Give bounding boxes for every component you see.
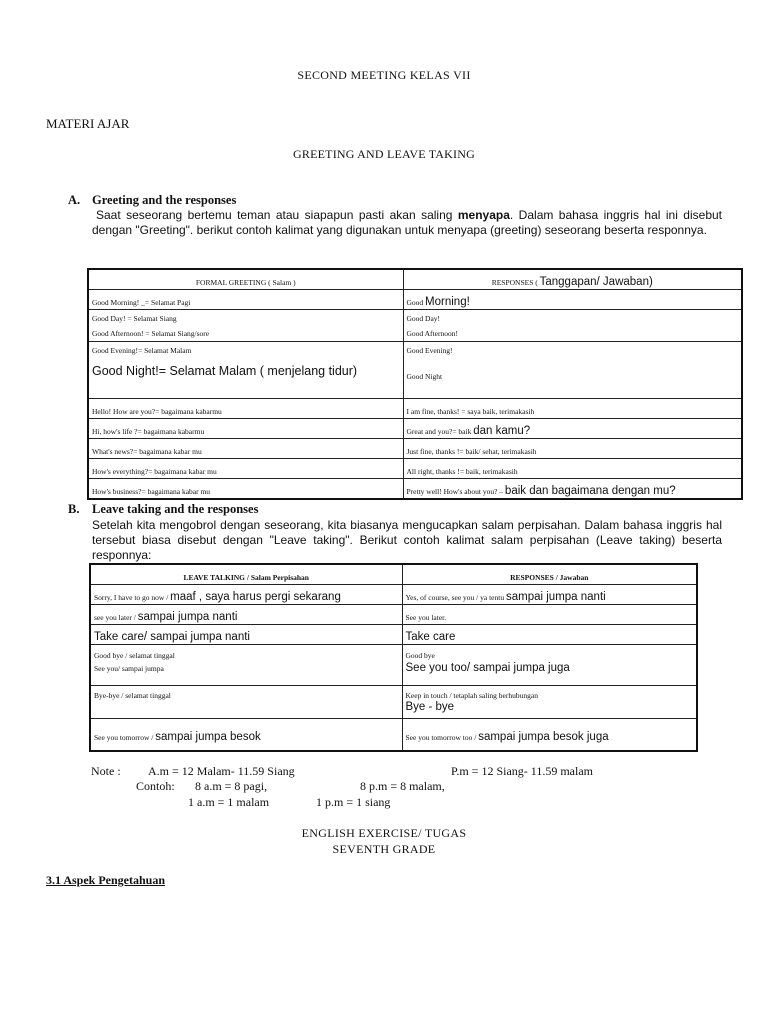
table-row <box>88 479 742 500</box>
section-b-title: Leave taking and the responses <box>92 502 259 516</box>
cell-text: How's business?= bagaimana kabar mu <box>92 487 211 496</box>
table-header-cell <box>403 269 742 290</box>
note-example-1: 8 a.m = 8 pagi, <box>195 779 268 793</box>
cell-text: Good Afternoon! <box>406 329 458 338</box>
cell-text: Good Day! <box>406 314 441 323</box>
cell-text: Good Afternoon! = Selamat Siang/sore <box>92 329 210 338</box>
table-cell <box>88 399 403 419</box>
note-example-2: 8 p.m = 8 malam, <box>360 779 445 793</box>
cell-text: Good Evening! <box>406 346 453 355</box>
table-row <box>88 459 742 479</box>
cell-text: Pretty well! How's about you? – <box>406 487 505 496</box>
note-example-4: 1 p.m = 1 siang <box>316 795 391 809</box>
table-row <box>88 439 742 459</box>
document-title: SECOND MEETING KELAS VII <box>297 68 471 82</box>
note-contoh-label: Contoh: <box>136 779 175 793</box>
table-cell <box>90 625 402 645</box>
table-header-row <box>90 564 697 585</box>
table-cell <box>88 479 403 500</box>
cell-text: See you/ sampai jumpa <box>94 664 164 673</box>
section-b-heading <box>68 502 258 517</box>
table-row <box>90 686 697 719</box>
section-a-heading <box>68 193 236 208</box>
cell-text: Good bye <box>405 651 435 660</box>
cell-text: see you later / <box>94 613 138 622</box>
topic-subtitle: GREETING AND LEAVE TAKING <box>293 147 475 161</box>
table-header-row <box>88 269 742 290</box>
table-row <box>90 625 697 645</box>
cell-text: sampai jumpa besok <box>155 730 261 743</box>
leave-taking-table <box>89 563 698 752</box>
header-leave-talking: LEAVE TALKING / Salam Perpisahan <box>183 573 309 582</box>
table-cell <box>403 459 742 479</box>
section-a-letter: A. <box>68 193 81 207</box>
cell-text: See you tomorrow / <box>94 732 156 742</box>
table-cell <box>403 479 742 500</box>
header-responses: RESPONSES ( <box>491 278 540 287</box>
table-cell <box>403 399 742 419</box>
table-row <box>88 290 742 310</box>
table-cell <box>90 605 402 625</box>
note-am: A.m = 12 Malam- 11.59 Siang <box>148 764 295 778</box>
table-row <box>88 419 742 439</box>
table-cell <box>402 645 697 686</box>
cell-text: Sorry, I have to go now / <box>94 593 171 602</box>
cell-text: Bye-bye / selamat tinggal <box>94 691 171 700</box>
section-a-title: Greeting and the responses <box>92 193 237 207</box>
table-cell <box>88 342 403 399</box>
greeting-table <box>87 268 743 500</box>
cell-text: I am fine, thanks! = saya baik, terimakasih <box>406 407 535 416</box>
cell-text: Good Evening!= Selamat Malam <box>92 346 192 355</box>
exercise-grade: SEVENTH GRADE <box>332 842 436 856</box>
cell-text: sampai jumpa besok juga <box>478 730 609 743</box>
table-row <box>90 605 697 625</box>
cell-text: How's everything?= bagaimana kabar mu <box>92 467 217 476</box>
cell-text: Take care/ sampai jumpa nanti <box>94 631 250 643</box>
section-b-letter: B. <box>68 502 80 516</box>
cell-text: sampai jumpa nanti <box>505 591 606 603</box>
table-cell <box>403 419 742 439</box>
cell-text: See you tomorrow too / <box>405 732 479 742</box>
cell-text: See you later. <box>405 613 447 622</box>
table-cell <box>402 605 697 625</box>
header-formal-greeting: FORMAL GREETING ( Salam ) <box>195 278 296 287</box>
table-cell <box>403 290 742 310</box>
cell-text: Good Day! = Selamat Siang <box>92 314 177 323</box>
cell-text: sampai jumpa nanti <box>137 611 238 623</box>
table-cell <box>88 439 403 459</box>
table-cell <box>90 719 402 751</box>
cell-text: Good bye / selamat tinggal <box>94 651 175 660</box>
cell-text: Just fine, thanks != baik/ sehat, terimakasih <box>406 447 537 456</box>
header-responses: RESPONSES / Jawaban <box>510 573 589 582</box>
table-row <box>88 342 742 399</box>
cell-text: maaf , saya harus pergi sekarang <box>170 591 341 603</box>
cell-text: baik dan bagaimana dengan mu? <box>504 485 676 497</box>
table-header-cell <box>402 564 697 585</box>
cell-text: What's news?= bagaimana kabar mu <box>92 447 202 456</box>
section-b-paragraph: Setelah kita mengobrol dengan seseorang, kita biasanya mengucapkan salam perpisahan. Dalam bahasa inggris hal tersebut biasa disebut dengan "Leave taking". Berikut contoh kalimat salam perpisahan (Leave taking) beserta responnya: <box>92 518 722 562</box>
section-a-para-text: Saat seseorang bertemu teman atau siapapun pasti akan saling <box>96 208 458 222</box>
aspek-heading: 3.1 Aspek Pengetahuan <box>46 873 166 887</box>
cell-text: Morning! <box>425 296 470 308</box>
header-responses-big: Tanggapan/ Jawaban) <box>539 276 653 288</box>
section-a-para-bold: menyapa <box>457 208 510 222</box>
materi-ajar-label: MATERI AJAR <box>46 116 130 131</box>
cell-text: Great and you?= baik <box>406 427 474 436</box>
cell-text: Good Night <box>406 372 443 381</box>
cell-text: Good Morning! _= Selamat Pagi <box>92 298 191 307</box>
table-cell <box>88 290 403 310</box>
table-header-cell <box>88 269 403 290</box>
cell-text: Hi, how's life ?= bagaimana kabarmu <box>92 427 205 436</box>
table-row <box>90 719 697 751</box>
table-cell <box>403 310 742 342</box>
table-cell <box>402 686 697 719</box>
table-cell <box>403 342 742 399</box>
cell-text: Hello! How are you?= bagaimana kabarmu <box>92 407 222 416</box>
note-pm: P.m = 12 Siang- 11.59 malam <box>451 764 593 778</box>
cell-text: dan kamu? <box>473 425 531 437</box>
cell-text: All right, thanks != baik, terimakasih <box>406 467 518 476</box>
table-cell <box>402 719 697 751</box>
table-row <box>90 645 697 686</box>
table-cell <box>88 459 403 479</box>
table-cell <box>90 686 402 719</box>
note-label: Note : <box>91 764 121 778</box>
cell-text: Good <box>406 298 426 307</box>
table-cell <box>90 645 402 686</box>
section-a-para-text-2: . Dalam bahasa inggris hal ini disebut dengan "Greeting". berikut contoh kalimat yang digunakan untuk menyapa (greeting) seseorang beserta responnya. <box>92 208 723 237</box>
cell-text: Good Night!= Selamat Malam ( menjelang tidur) <box>92 364 358 378</box>
table-cell <box>88 419 403 439</box>
table-cell <box>402 625 697 645</box>
cell-text: See you too/ sampai jumpa juga <box>405 662 570 674</box>
section-a-paragraph <box>92 208 722 238</box>
cell-text: Keep in touch / tetaplah saling berhubungan <box>405 691 538 700</box>
cell-text: Bye - bye <box>405 701 455 713</box>
table-cell <box>403 439 742 459</box>
note-example-3: 1 a.m = 1 malam <box>188 795 270 809</box>
exercise-title: ENGLISH EXERCISE/ TUGAS <box>301 826 467 840</box>
cell-text: Yes, of course, see you / ya tentu <box>405 593 506 602</box>
table-cell <box>402 585 697 605</box>
table-row <box>88 399 742 419</box>
table-row <box>88 310 742 342</box>
table-row <box>90 585 697 605</box>
table-cell <box>88 310 403 342</box>
table-cell <box>90 585 402 605</box>
cell-text: Take care <box>405 631 456 643</box>
table-header-cell <box>90 564 402 585</box>
